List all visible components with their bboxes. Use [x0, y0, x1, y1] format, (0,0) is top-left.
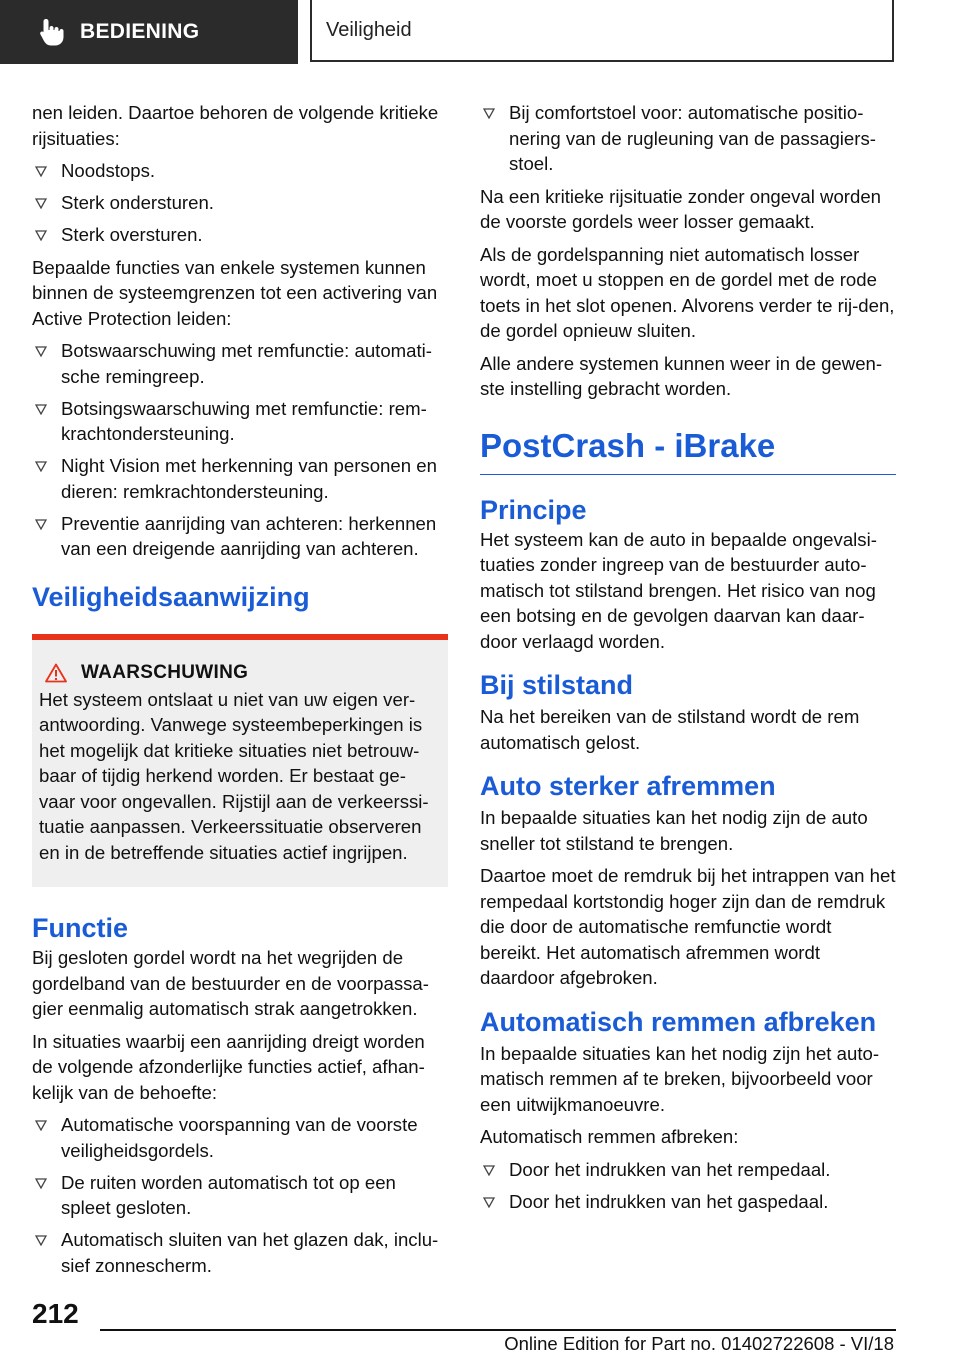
triangle-bullet-icon — [35, 230, 47, 241]
tension-paragraph: Als de gordelspanning niet automatisch losser wordt, moet u stoppen en de gordel met de rode toets in het slot openen. Alvorens verder te rij-den, de gordel opnieuw sluiten. — [480, 243, 895, 341]
triangle-bullet-icon — [35, 404, 47, 415]
warning-triangle-icon — [45, 663, 67, 683]
warning-text: Het systeem ontslaat u niet van uw eigen ver-antwoording. Vanwege systeembeperkingen is het mogelijk dat kritieke situaties niet betrouw-baar of tijdig herkend worden. Er bestaat ge-vaar voor ongevallen. Rijstijl aan de verkeerssi-tuatie aanpassen. Verkeerssituatie observeren en in de betreffende situaties actief ingrijpen. — [39, 688, 429, 863]
triangle-bullet-icon — [483, 1197, 495, 1208]
subsection-label: Veiligheid — [326, 18, 412, 41]
list-item: Automatische voorspanning van de voorste veiligheidsgordels. — [32, 1112, 448, 1163]
seat-list — [480, 100, 896, 177]
triangle-bullet-icon — [35, 346, 47, 357]
warning-label: WAARSCHUWING — [81, 661, 249, 683]
hand-pointer-icon — [38, 17, 66, 47]
intro-paragraph: nen leiden. Daartoe behoren de volgende kritieke rijsituaties: — [32, 102, 439, 149]
page-number: 212 — [32, 1298, 79, 1329]
triangle-bullet-icon — [35, 1178, 47, 1189]
list-item: Sterk oversturen. — [32, 222, 448, 248]
functions-intro-paragraph: Bepaalde functies van enkele systemen kunnen binnen de systeemgrenzen tot een activering van Active Protection leiden: — [32, 256, 438, 329]
cancel-paragraph-2: Automatisch remmen afbreken: — [480, 1126, 739, 1147]
list-item: Bij comfortstoel voor: automatische positio-nering van de rugleuning van de passagiers-stoel. — [480, 100, 896, 177]
list-item: Night Vision met herkenning van personen en dieren: remkrachtondersteuning. — [32, 453, 448, 504]
function-paragraph-1: Bij gesloten gordel wordt na het wegrijden de gordelband van de bestuurder en de voorpassa-gier eenmalig automatisch strak aangetrokken. — [32, 947, 429, 1019]
list-item: Door het indrukken van het gaspedaal. — [480, 1189, 896, 1215]
principle-heading: Principe — [480, 494, 587, 525]
page-header — [0, 0, 960, 66]
cancel-paragraph-1: In bepaalde situaties kan het nodig zijn het auto-matisch remmen af te breken, bijvoorbeeld voor een uitwijkmanoeuvre. — [480, 1042, 880, 1115]
right-column — [480, 100, 896, 1221]
list-item: Automatisch sluiten van het glazen dak, inclu-sief zonnescherm. — [32, 1227, 448, 1278]
standstill-heading: Bij stilstand — [480, 670, 634, 700]
section-label: BEDIENING — [80, 20, 200, 43]
subsection-tab — [310, 0, 894, 62]
function-heading: Functie — [32, 913, 129, 943]
triangle-bullet-icon — [35, 166, 47, 177]
principle-paragraph: Het systeem kan de auto in bepaalde ongevalsi-tuaties zonder ingreep van de bestuurder auto-matisch tot stilstand brengen. Het risico van nog een botsing en de gevolgen daarvan kan daar-door verlaagd worden. — [480, 528, 877, 652]
postcrash-heading: PostCrash - iBrake — [480, 426, 896, 475]
cancel-braking-heading: Automatisch remmen afbreken — [480, 1006, 877, 1037]
stronger-paragraph-1: In bepaalde situaties kan het nodig zijn de auto sneller tot stilstand te brengen. — [480, 807, 868, 854]
situations-list — [32, 158, 448, 248]
triangle-bullet-icon — [35, 1235, 47, 1246]
cancel-list — [480, 1157, 896, 1215]
triangle-bullet-icon — [35, 198, 47, 209]
triangle-bullet-icon — [483, 108, 495, 119]
list-item: Botswaarschuwing met remfunctie: automati-sche remingreep. — [32, 338, 448, 389]
triangle-bullet-icon — [35, 1120, 47, 1131]
warning-box — [32, 634, 448, 888]
list-item: Botsingswaarschuwing met remfunctie: rem-krachtondersteuning. — [32, 396, 448, 447]
list-item: Door het indrukken van het rempedaal. — [480, 1157, 896, 1183]
list-item: Noodstops. — [32, 158, 448, 184]
actions-list — [32, 1112, 448, 1278]
function-paragraph-2: In situaties waarbij een aanrijding dreigt worden de volgende afzonderlijke functies actief, afhan-kelijk van de behoefte: — [32, 1030, 425, 1103]
list-item: Preventie aanrijding van achteren: herkennen van een dreigende aanrijding van achteren. — [32, 511, 448, 562]
warning-title — [45, 662, 440, 684]
footer-divider — [100, 1329, 896, 1331]
systems-paragraph: Alle andere systemen kunnen weer in de gewen-ste instelling gebracht worden. — [480, 352, 883, 399]
stronger-braking-heading: Auto sterker afremmen — [480, 771, 776, 801]
left-column — [32, 100, 448, 1285]
safety-heading: Veiligheidsaanwijzing — [32, 581, 310, 612]
functions-list — [32, 338, 448, 562]
list-item: Sterk ondersturen. — [32, 190, 448, 216]
list-item: De ruiten worden automatisch tot op een spleet gesloten. — [32, 1170, 448, 1221]
edition-text: Online Edition for Part no. 01402722608 - VI/18 — [504, 1333, 894, 1354]
triangle-bullet-icon — [35, 461, 47, 472]
section-tab — [0, 0, 298, 64]
standstill-paragraph: Na het bereiken van de stilstand wordt de rem automatisch gelost. — [480, 706, 860, 753]
triangle-bullet-icon — [35, 519, 47, 530]
triangle-bullet-icon — [483, 1165, 495, 1176]
stronger-paragraph-2: Daartoe moet de remdruk bij het intrappen van het rempedaal kortstondig hoger zijn dan de remdruk die door de automatische remfunctie wordt bereikt. Het automatisch afremmen wordt daardoor afgebroken. — [480, 865, 896, 988]
release-paragraph: Na een kritieke rijsituatie zonder ongeval worden de voorste gordels weer losser gemaakt. — [480, 185, 882, 232]
